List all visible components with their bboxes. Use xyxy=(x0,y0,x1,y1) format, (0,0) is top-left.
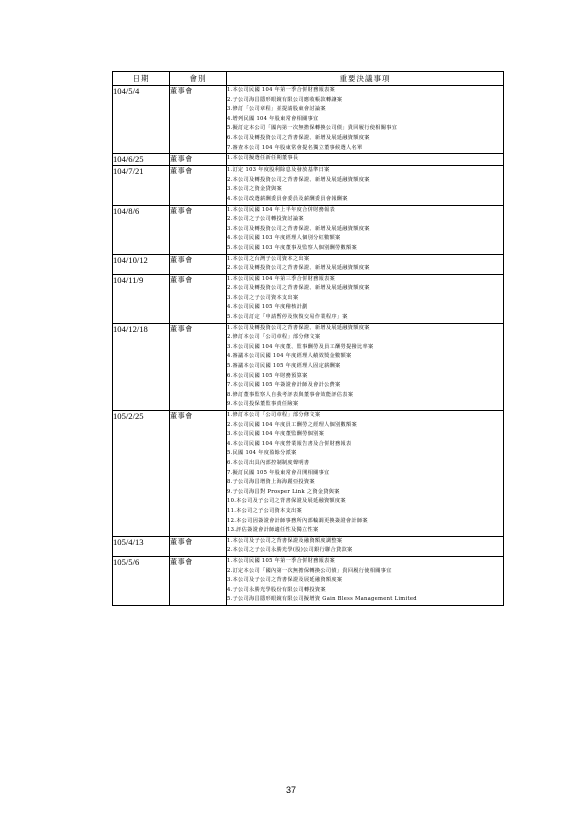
date-column-header: 日期 xyxy=(113,72,170,86)
meeting-type: 董事會 xyxy=(170,154,227,166)
resolution-item: 1.本公司擬選任新任期董事長 xyxy=(227,155,299,162)
resolution-item: 5.民國 104 年度盈餘分派案 xyxy=(227,450,297,457)
resolution-item: 1.本公司之台灣子公司資本之出案 xyxy=(227,255,310,262)
resolution-item: 3.本公司民國 104 年度董監酬勞個別案 xyxy=(227,431,325,438)
meeting-date: 104/8/6 xyxy=(113,205,170,254)
resolution-item: 4.本公司改選薪酬委員會委員及薪酬委員會報酬案 xyxy=(227,195,348,202)
resolution-item: 2.本公司及轉投資公司之背書保證、新增及展延融資額度案 xyxy=(227,285,370,292)
resolution-item: 4.審議本公司民國 104 年度經理人績效獎金數額案 xyxy=(227,353,352,360)
resolution-item: 4.本公司民國 105 年度稽核計劃 xyxy=(227,304,308,311)
resolution-item: 2.修訂本公司「公司章程」部分條文案 xyxy=(227,334,321,341)
table-row xyxy=(113,205,504,254)
meeting-type: 董事會 xyxy=(170,411,227,537)
resolution-item: 5.擬訂定本公司「國內第一次無擔保轉換公司債」貴回履行使相關事宜 xyxy=(227,125,398,132)
page-number: 37 xyxy=(285,785,296,795)
resolution-item: 1.訂定 103 年度股利除息及發放基準日案 xyxy=(227,167,330,174)
resolutions-cell xyxy=(227,254,504,274)
resolutions-cell xyxy=(227,536,504,556)
resolution-item: 9.本公司投保董監事責任險案 xyxy=(227,401,299,408)
resolutions-cell xyxy=(227,154,504,166)
resolution-item: 7.本公司民國 105 年簽證會計師及會計公費案 xyxy=(227,382,341,389)
table-header-row xyxy=(113,72,504,86)
resolution-item: 2.本公司及轉投資公司之背書保證、新增及展延融資額度案 xyxy=(227,176,370,183)
resolutions-cell xyxy=(227,166,504,205)
resolution-item: 4.子公司永勝光學股份有限公司轉投資案 xyxy=(227,586,326,593)
resolution-item: 5.本公司訂定「申請暫停及恢復交易作業程序」案 xyxy=(227,314,348,321)
resolution-item: 3.本公司之子公司資本支出案 xyxy=(227,294,299,301)
resolution-item: 7.審查本公司 104 年股東常會提名獨立董事候選人名單 xyxy=(227,144,363,151)
resolution-item: 3.修訂「公司章程」並提請股東會討論案 xyxy=(227,106,326,113)
resolution-item: 6.本公司出具內部控制制度聲明書 xyxy=(227,459,310,466)
resolution-item: 3.本公司民國 104 年度董、監事酬勞及員工酬勞提撥比率案 xyxy=(227,343,374,350)
resolution-item: 1.本公司民國 104 年上半年度合併財務報表 xyxy=(227,206,336,213)
meeting-date: 104/12/18 xyxy=(113,323,170,410)
table-row xyxy=(113,323,504,410)
table-row xyxy=(113,154,504,166)
resolutions-cell xyxy=(227,86,504,154)
resolution-item: 2.本公司之子公司轉投資討論案 xyxy=(227,216,304,223)
resolutions-cell xyxy=(227,205,504,254)
resolution-item: 5.本公司民國 103 年度董事及監察人個別酬勞數額案 xyxy=(227,244,357,251)
resolution-item: 4.增列民國 104 年股東常會相關事宜 xyxy=(227,115,319,122)
resolutions-cell xyxy=(227,274,504,323)
resolution-item: 1.本公司民國 104 年第三季合併財務報表案 xyxy=(227,275,336,282)
resolution-item: 2.訂定本公司「國內第一次無擔保轉換公司債」貴回履行使相關事宜 xyxy=(227,567,392,574)
resolution-item: 5.子公司海昌隱形眼鏡有限公司擬增資 Gain Bless Management Limited xyxy=(227,596,417,603)
meeting-date: 104/10/12 xyxy=(113,254,170,274)
meeting-date: 105/2/25 xyxy=(113,411,170,537)
resolution-item: 9.子公司海昌對 Prosper Link 之資金貸與案 xyxy=(227,488,340,495)
meeting-type: 董事會 xyxy=(170,166,227,205)
resolution-item: 12.本公司因簽證會計師事務所內部輪調更換簽證會計師案 xyxy=(227,517,368,524)
meeting-type-column-header: 會別 xyxy=(170,72,227,86)
resolution-item: 10.本公司及子公司之背書保證及展延融資額度案 xyxy=(227,498,346,505)
table-row xyxy=(113,536,504,556)
resolution-item: 8.子公司海昌增資上海海麗亞投資案 xyxy=(227,479,315,486)
meeting-type: 董事會 xyxy=(170,274,227,323)
table-row xyxy=(113,411,504,537)
table-row xyxy=(113,254,504,274)
resolution-item: 6.本公司民國 105 年財務預算案 xyxy=(227,372,308,379)
resolutions-cell xyxy=(227,411,504,537)
meeting-date: 105/4/13 xyxy=(113,536,170,556)
table-row xyxy=(113,556,504,605)
resolution-item: 1.本公司民國 104 年第一季合併財務報表案 xyxy=(227,87,336,93)
resolution-item: 13.評估簽證會計師適任性及獨立性案 xyxy=(227,527,319,534)
resolution-item: 8.修訂董事監察人自我考評表與董事會效能評估表案 xyxy=(227,391,354,398)
table-row xyxy=(113,86,504,154)
resolution-item: 3.本公司之資金貸與案 xyxy=(227,186,282,193)
resolutions-column-header: 重要決議事項 xyxy=(227,72,504,86)
resolution-item: 2.本公司民國 104 年度員工酬勞之經理人個別數額案 xyxy=(227,421,357,428)
resolution-item: 2.本公司及轉投資公司之背書保證、新增及展延融資額度案 xyxy=(227,265,370,272)
meeting-type: 董事會 xyxy=(170,556,227,605)
resolution-item: 3.本公司及轉投資公司之背書保證、新增及展延融資額度案 xyxy=(227,225,370,232)
meeting-date: 105/5/6 xyxy=(113,556,170,605)
resolution-item: 1.本公司民國 105 年第一季合併財務報表案 xyxy=(227,557,336,564)
meeting-date: 104/6/25 xyxy=(113,154,170,166)
meeting-type: 董事會 xyxy=(170,254,227,274)
table-row xyxy=(113,166,504,205)
resolution-item: 7.擬訂民國 105 年股東常會召開相關事宜 xyxy=(227,469,330,476)
board-resolutions-table xyxy=(112,71,504,606)
meeting-type: 董事會 xyxy=(170,323,227,410)
resolution-item: 2.本公司之子公司永勝光學(股)公司銀行聯合貸款案 xyxy=(227,547,353,554)
table-row xyxy=(113,274,504,323)
resolution-item: 4.本公司民國 104 年度營業報告書及合併財務報表 xyxy=(227,440,352,447)
meeting-date: 104/11/9 xyxy=(113,274,170,323)
resolution-item: 3.本公司及子公司之背書保證及展延融資額度案 xyxy=(227,577,343,584)
resolution-item: 1.本公司及子公司之背書保證及融資額度調整案 xyxy=(227,537,343,544)
meeting-type: 董事會 xyxy=(170,205,227,254)
meeting-date: 104/5/4 xyxy=(113,86,170,154)
resolution-item: 6.本公司及轉投資公司之背書保證、新增及展延融資額度案 xyxy=(227,134,370,141)
resolution-item: 2.子公司海昌隱形眼鏡有限公司應收帳款轉讓案 xyxy=(227,96,343,103)
resolution-item: 1.本公司及轉投資公司之背書保證、新增及展延融資額度案 xyxy=(227,324,370,331)
resolution-item: 4.本公司民國 103 年度經理人個別分紅數額案 xyxy=(227,235,341,242)
table-body xyxy=(113,86,504,606)
resolution-item: 5.審議本公司民國 105 年度經理人固定薪酬案 xyxy=(227,363,341,370)
meeting-type: 董事會 xyxy=(170,536,227,556)
resolutions-cell xyxy=(227,556,504,605)
meeting-type: 董事會 xyxy=(170,86,227,154)
resolution-item: 1.修訂本公司「公司章程」部分條文案 xyxy=(227,412,321,418)
meeting-date: 104/7/21 xyxy=(113,166,170,205)
resolutions-cell xyxy=(227,323,504,410)
resolution-item: 11.本公司之子公司資本支出案 xyxy=(227,507,302,514)
